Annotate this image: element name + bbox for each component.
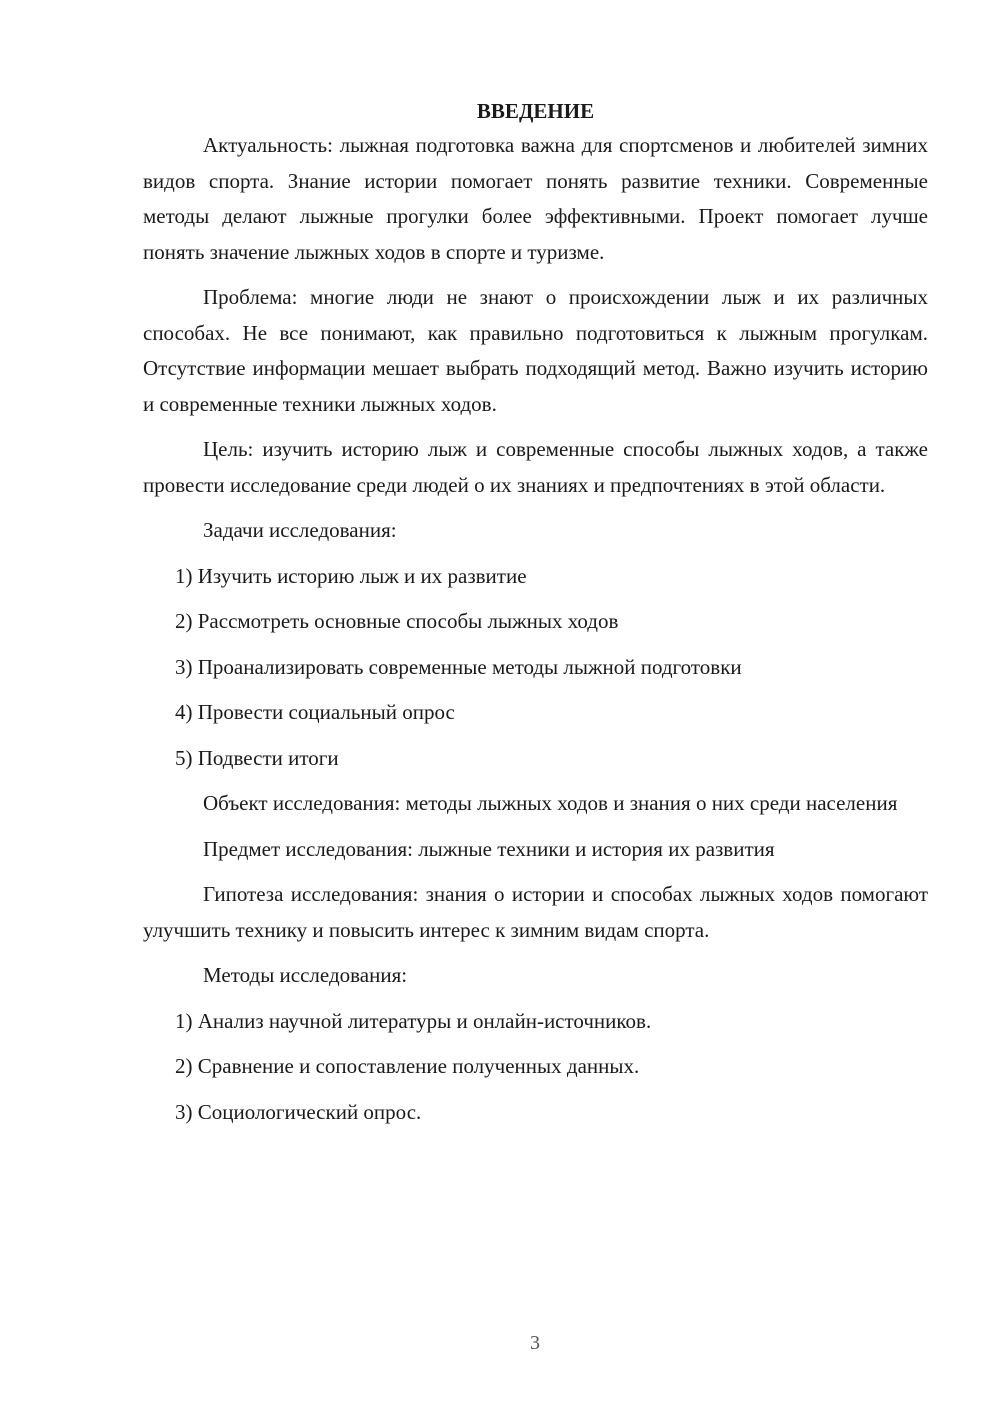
page-title: ВВЕДЕНИЕ <box>476 99 595 123</box>
list-item: 5) Подвести итоги <box>175 745 339 770</box>
page-number: 3 <box>530 1332 540 1354</box>
goal-paragraph: Цель: изучить историю лыж и современные способы лыжных ходов, а также провести исследование среди людей о их знаниях и предпочтениях в этой области. <box>143 437 928 497</box>
list-item: 3) Проанализировать современные методы лыжной подготовки <box>175 654 742 679</box>
object-paragraph: Объект исследования: методы лыжных ходов и знания о них среди населения <box>203 791 898 815</box>
document-page <box>143 96 928 1140</box>
list-item: 2) Сравнение и сопоставление полученных данных. <box>175 1054 640 1078</box>
list-item: 3) Социологический опрос. <box>175 1099 422 1124</box>
methods-heading: Методы исследования: <box>203 963 408 987</box>
list-item: 2) Рассмотреть основные способы лыжных ходов <box>175 609 619 633</box>
list-item: 4) Провести социальный опрос <box>175 700 455 724</box>
list-item: 1) Изучить историю лыж и их развитие <box>175 563 527 588</box>
tasks-list <box>143 559 928 777</box>
list-item: 1) Анализ научной литературы и онлайн-источников. <box>175 1008 652 1033</box>
tasks-heading: Задачи исследования: <box>203 518 397 542</box>
problem-paragraph: Проблема: многие люди не знают о происхождении лыж и их различных способах. Не все понимают, как правильно подготовиться к лыжным прогулкам. Отсутствие информации мешает выбрать подходящий метод. Важно изучить историю и современные техники лыжных ходов. <box>143 285 928 416</box>
subject-paragraph: Предмет исследования: лыжные техники и история их развития <box>203 836 775 861</box>
methods-list <box>143 1004 928 1131</box>
relevance-paragraph: Актуальность: лыжная подготовка важна для спортсменов и любителей зимних видов спорта. Знание истории помогает понять развитие техники. Современные методы делают лыжные прогулки более эффективными. Проект помогает лучше понять значение лыжных ходов в спорте и туризме. <box>143 133 928 264</box>
hypothesis-paragraph: Гипотеза исследования: знания о истории и способах лыжных ходов помогают улучшить технику и повысить интерес к зимним видам спорта. <box>143 882 928 942</box>
